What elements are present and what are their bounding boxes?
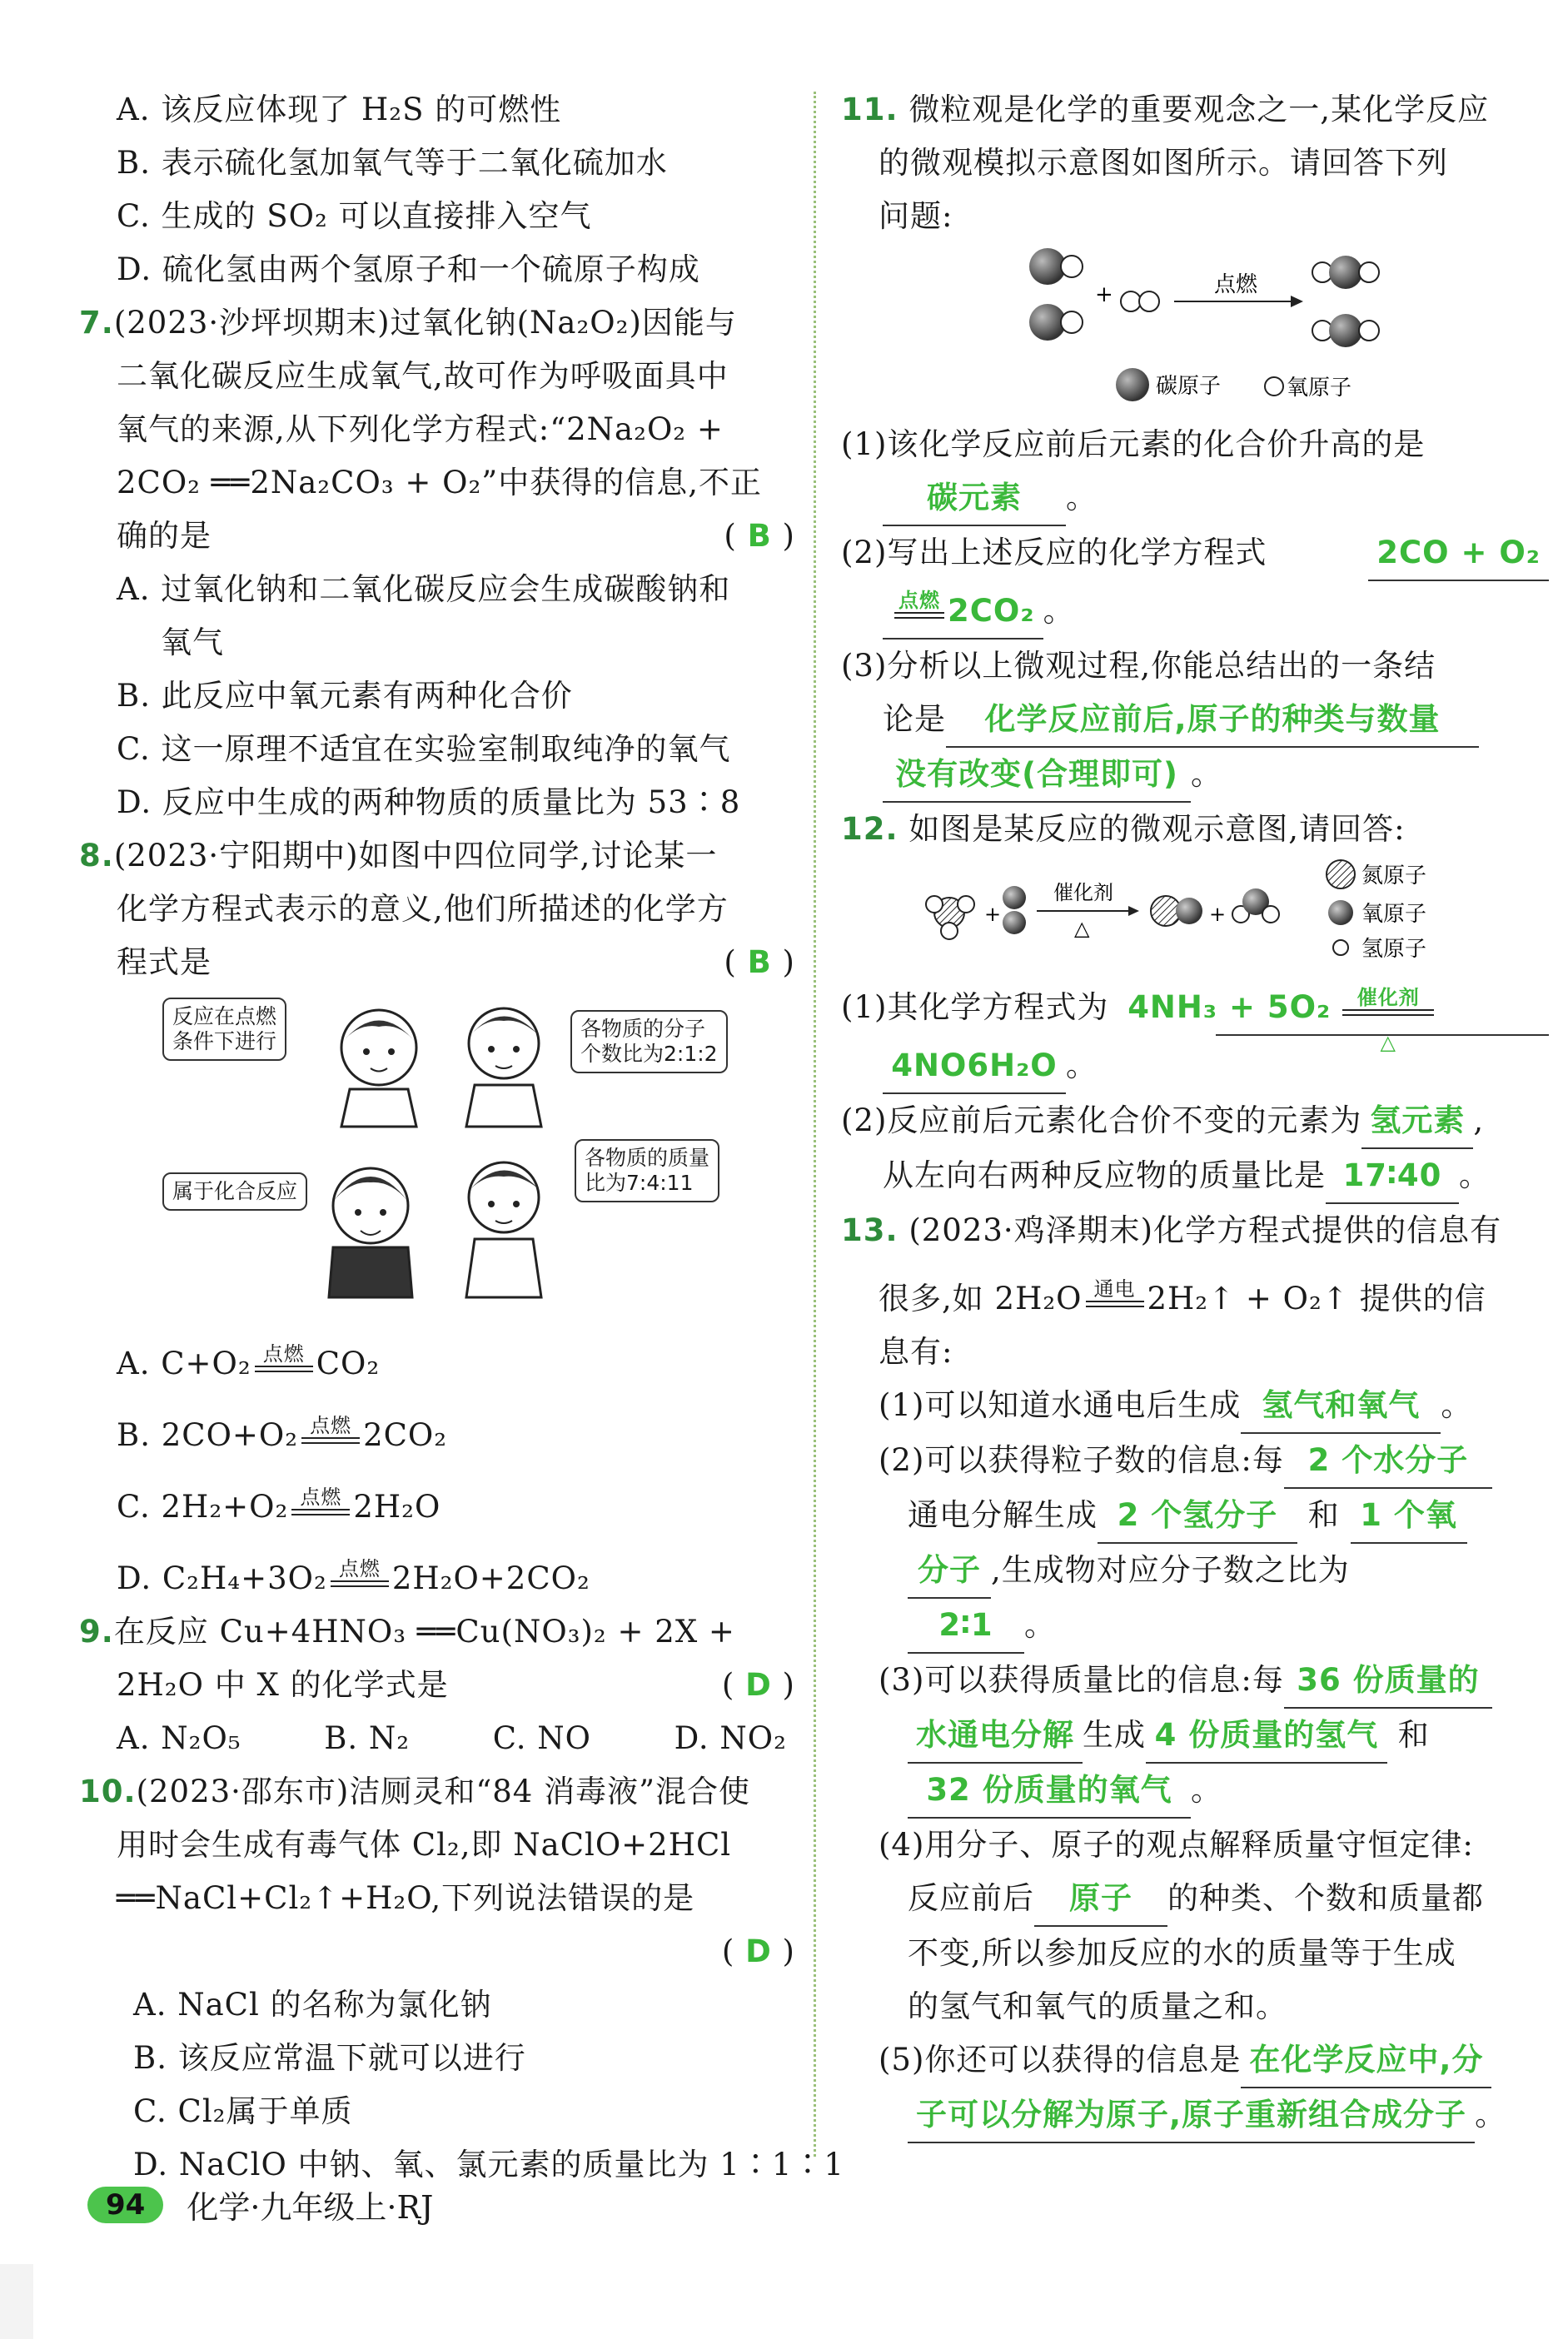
- q9-answer: D: [745, 1667, 772, 1703]
- q7-option-c: C. 这一原理不适宜在实验室制取纯净的氧气: [117, 731, 731, 767]
- q12-number: 12.: [841, 811, 898, 847]
- q6-option-b: B. 表示硫化氢加氧气等于二氧化硫加水: [117, 145, 668, 181]
- q12-p1: (1)其化学方程式为: [841, 989, 1109, 1025]
- page-number-badge: 94: [87, 2187, 163, 2223]
- q11-p1: (1)该化学反应前后元素的化合价升高的是: [841, 426, 1426, 462]
- q12-a1-heat: △: [1380, 1030, 1396, 1054]
- q13-answer-5a: 在化学反应中,分: [1241, 2033, 1491, 2088]
- q13-p3d-line: 32 份质量的氧气 。: [841, 1764, 1549, 1819]
- q6-option-a: A. 该反应体现了 H₂S 的可燃性: [117, 92, 562, 127]
- q8-line-1: [79, 829, 795, 883]
- q12-p2a-line: (2)反应前后元素化合价不变的元素为 氢元素 ,: [841, 1094, 1549, 1149]
- q13-p4d: 不变,所以参加反应的水的质量等于生成: [908, 1935, 1456, 1971]
- q10-answer: D: [745, 1933, 772, 1969]
- q13-p2: (2)可以获得粒子数的信息:每: [879, 1442, 1284, 1478]
- q6-option-c: C. 生成的 SO₂ 可以直接排入空气: [117, 198, 592, 234]
- svg-text:+: +: [984, 903, 1002, 926]
- q8-figure: [79, 989, 795, 1322]
- q12-p2b-line: 从左向右两种反应物的质量比是 17∶40 。: [841, 1149, 1549, 1204]
- q7-option-a: A. 过氧化钠和二氧化碳反应会生成碳酸钠和: [117, 571, 731, 607]
- q13-p1-line: (1)可以知道水通电后生成 氢气和氧气 。: [841, 1379, 1549, 1434]
- q13-answer-2b: 2 个氢分子: [1098, 1489, 1297, 1544]
- q7-line-2: 二氧化碳反应生成氧气,故可作为呼吸面具中: [117, 358, 729, 394]
- q12-diagram: [841, 856, 1549, 973]
- q13-p2-line: [841, 1434, 1549, 1489]
- bubble-molecule-ratio: 各物质的分子 个数比为2:1:2: [570, 1010, 728, 1073]
- q9-text-2: 2H₂O 中 X 的化学式是: [117, 1667, 449, 1703]
- q13-eq-left: 很多,如 2H₂O: [879, 1281, 1083, 1316]
- q13-answer-3c: 4 份质量的氢气: [1146, 1709, 1387, 1764]
- q13-p5b-line: 子可以分解为原子,原子重新组合成分子 。: [841, 2088, 1549, 2143]
- q13-p2e-line: 2∶1 。: [841, 1599, 1549, 1654]
- q7-option-a-cont: 氧气: [161, 625, 224, 660]
- book-title: 化学·九年级上·RJ: [187, 2189, 434, 2226]
- q11-p3b: 论是: [883, 701, 946, 737]
- q9-line-2: [79, 1659, 795, 1712]
- q8-c-left: C. 2H₂+O₂: [117, 1489, 289, 1525]
- q13-line-1: [841, 1204, 1549, 1257]
- student-boy-1: [466, 1008, 541, 1127]
- q13-p3b-line: [841, 1709, 1549, 1764]
- student-boy-3: [466, 1162, 541, 1297]
- q13-p2d: ,生成物对应分子数之比为: [991, 1552, 1350, 1588]
- q7-line-1: [79, 296, 795, 350]
- q10-option-c: C. Cl₂属于单质: [133, 2093, 353, 2129]
- q11-answer-2-right: [883, 585, 1043, 639]
- q12-answer-2a: 氢元素: [1361, 1094, 1473, 1149]
- q10-answer-line: [79, 1925, 795, 1978]
- q13-answer-3a: 36 份质量的: [1284, 1654, 1492, 1709]
- q13-answer-3d: 32 份质量的氧气: [908, 1764, 1191, 1819]
- q7-line-5: [79, 510, 795, 563]
- bubble-combination: 属于化合反应: [162, 1172, 307, 1211]
- q10-text-1: (2023·邵东市)洁厕灵和“84 消毒液”混合使: [136, 1774, 751, 1809]
- q13-p4b-line: [841, 1872, 1549, 1927]
- q10-line-2: 用时会生成有毒气体 Cl₂,即 NaClO+2HCl: [117, 1827, 732, 1863]
- q8-answer: B: [747, 944, 772, 980]
- q13-answer-5b: 子可以分解为原子,原子重新组合成分子: [908, 2088, 1475, 2143]
- q9-option-c: C. NO: [492, 1720, 591, 1756]
- q10-option-a: A. NaCl 的名称为氯化钠: [133, 1987, 492, 2023]
- q12-answer-1-left: 4NH₃ + 5O₂: [1127, 989, 1332, 1025]
- q13-p1: (1)可以知道水通电后生成: [879, 1387, 1242, 1423]
- q13-line-2: [841, 1272, 1549, 1326]
- q13-p3b: 生成: [1083, 1717, 1146, 1753]
- q8-text-1: (2023·宁阳期中)如图中四位同学,讨论某一: [113, 838, 718, 873]
- q13-p3c: 和: [1397, 1717, 1430, 1753]
- q13-p2d-line: [841, 1544, 1549, 1599]
- q8-c-cond: 点燃: [300, 1485, 342, 1509]
- q11-line-2: 的微观模拟示意图如图所示。请回答下列: [879, 145, 1448, 181]
- right-column: [841, 83, 1549, 2143]
- q13-answer-4: 原子: [1034, 1872, 1167, 1927]
- q11-a2-line: 点燃 2CO₂ 。: [841, 585, 1549, 639]
- q13-p3-line: [841, 1654, 1549, 1709]
- q11-a1-line: 碳元素 。: [841, 471, 1549, 526]
- q13-eq-right: 2H₂↑ + O₂↑ 提供的信: [1147, 1281, 1486, 1316]
- q12-catalyst: 催化剂: [1053, 881, 1113, 904]
- q12-a1-cond: 催化剂: [1356, 985, 1420, 1009]
- q11-p3b-line: [841, 693, 1549, 748]
- q12-answer-1-right: 4NO6H₂O: [883, 1039, 1066, 1094]
- q8-d-left: D. C₂H₄+3O₂: [117, 1560, 327, 1596]
- q12-legend-n: 氮原子: [1361, 863, 1427, 888]
- q8-option-c: [79, 1481, 795, 1534]
- q11-line-1: [841, 83, 1549, 137]
- q7-line-4: 2CO₂ ══2Na₂CO₃ + O₂”中获得的信息,不正: [117, 465, 762, 500]
- bubble-ignition: 反应在点燃 条件下进行: [162, 998, 286, 1061]
- q8-answer-paren: ( B ): [724, 944, 795, 980]
- q11-answer-3b: 没有改变(合理即可): [883, 748, 1191, 803]
- q9-options: [79, 1712, 795, 1765]
- bubble-mass-ratio: 各物质的质量 比为7:4:11: [575, 1139, 719, 1202]
- q13-answer-3b: 水通电分解: [908, 1709, 1083, 1764]
- q8-a-cond: 点燃: [262, 1341, 305, 1366]
- q8-c-eq: [291, 1485, 350, 1515]
- q13-answer-2c: 1 个氧: [1351, 1489, 1467, 1544]
- q7-text-1: (2023·沙坪坝期末)过氧化钠(Na₂O₂)因能与: [113, 305, 737, 341]
- q11-line-3: 问题:: [879, 198, 953, 234]
- q13-p2b-line: [841, 1489, 1549, 1544]
- q9-option-d: D. NO₂: [674, 1720, 787, 1756]
- q12-text: 如图是某反应的微观示意图,请回答:: [908, 811, 1406, 847]
- q8-a-right: CO₂: [316, 1346, 381, 1381]
- q12-heat: △: [1074, 917, 1090, 940]
- q11-text-1: 微粒观是化学的重要观念之一,某化学反应: [908, 92, 1490, 127]
- q13-p2c: 和: [1307, 1497, 1340, 1533]
- q7-option-d: D. 反应中生成的两种物质的质量比为 53∶8: [117, 784, 741, 820]
- q6-option-d: D. 硫化氢由两个氢原子和一个硫原子构成: [117, 251, 700, 287]
- student-boy-2: [329, 1168, 412, 1297]
- q7-line-3: 氧气的来源,从下列化学方程式:“2Na₂O₂ +: [117, 411, 724, 447]
- q13-p4b: 反应前后: [908, 1880, 1034, 1916]
- students-illustration: [321, 989, 570, 1322]
- q8-d-right: 2H₂O+2CO₂: [391, 1560, 590, 1596]
- q13-p5: (5)你还可以获得的信息是: [879, 2042, 1242, 2078]
- left-column: [79, 83, 844, 2192]
- q10-option-b: B. 该反应常温下就可以进行: [133, 2040, 526, 2076]
- q11-number: 11.: [841, 92, 898, 127]
- q11-answer-2-left: 2CO + O₂: [1368, 526, 1549, 581]
- q10-number: 10.: [79, 1774, 137, 1809]
- q12-legend-o: 氧原子: [1361, 902, 1427, 927]
- q8-option-d: [79, 1552, 795, 1605]
- q13-answer-2a: 2 个水分子: [1284, 1434, 1492, 1489]
- svg-text:+: +: [1209, 903, 1227, 926]
- student-girl: [341, 1010, 416, 1127]
- page-footer: [87, 2182, 433, 2227]
- q9-option-a: A. N₂O₅: [117, 1720, 241, 1756]
- q9-number: 9.: [79, 1614, 114, 1650]
- q13-p5-line: [841, 2033, 1549, 2088]
- q13-text-1: (2023·鸡泽期末)化学方程式提供的信息有: [908, 1212, 1502, 1248]
- q10-option-d: D. NaClO 中钠、氧、氯元素的质量比为 1∶1∶1: [133, 2147, 844, 2182]
- q13-p4: (4)用分子、原子的观点解释质量守恒定律:: [879, 1827, 1474, 1863]
- q12-line-1: [841, 803, 1549, 856]
- q13-eq-cond: 通电: [1093, 1276, 1136, 1301]
- q11-p3: (3)分析以上微观过程,你能总结出的一条结: [841, 648, 1436, 684]
- q12-p2b: 从左向右两种反应物的质量比是: [883, 1157, 1326, 1193]
- q12-legend-h: 氢原子: [1361, 937, 1427, 962]
- q13-answer-2d: 分子: [908, 1544, 991, 1599]
- q9-option-b: B. N₂: [324, 1720, 411, 1756]
- q13-answer-1: 氢气和氧气: [1241, 1379, 1441, 1434]
- q11-arrow-label: 点燃: [1214, 272, 1258, 297]
- q12-a1b-line: 4NO6H₂O 。: [841, 1039, 1549, 1094]
- q12-molecule-svg: [908, 856, 1541, 973]
- q7-answer: B: [747, 518, 772, 554]
- q12-a1-eq: [1342, 985, 1434, 1054]
- q11-a3b-line: 没有改变(合理即可) 。: [841, 748, 1549, 803]
- q13-number: 13.: [841, 1212, 898, 1248]
- q13-p2b: 通电分解生成: [908, 1497, 1098, 1533]
- q11-answer-1: 碳元素: [883, 471, 1066, 526]
- q11-legend-carbon: 碳原子: [1156, 374, 1222, 399]
- q10-line-1: [79, 1765, 795, 1819]
- q10-line-3: ══NaCl+Cl₂↑+H₂O,下列说法错误的是: [117, 1880, 695, 1916]
- q8-a-eq: [255, 1341, 313, 1372]
- q8-c-right: 2H₂O: [353, 1489, 441, 1525]
- q8-number: 8.: [79, 838, 114, 873]
- q8-line-2: 化学方程式表示的意义,他们所描述的化学方: [117, 891, 729, 927]
- q8-d-eq: [331, 1556, 389, 1587]
- q11-p2-line: [841, 526, 1549, 580]
- q8-option-b: [79, 1409, 795, 1462]
- q7-answer-paren: ( B ): [724, 518, 795, 554]
- q13-answer-2e: 2∶1: [908, 1599, 1024, 1654]
- q13-eq: [1086, 1276, 1144, 1307]
- column-divider: [814, 92, 816, 2157]
- q7-number: 7.: [79, 305, 114, 341]
- q11-molecule-svg: [1016, 243, 1449, 418]
- q13-line-3: 息有:: [879, 1334, 953, 1370]
- q11-answer-3a: 化学反应前后,原子的种类与数量: [946, 693, 1479, 748]
- q7-option-b: B. 此反应中氧元素有两种化合价: [117, 678, 573, 714]
- page-corner: [0, 2264, 33, 2339]
- q8-d-cond: 点燃: [338, 1556, 381, 1580]
- q11-a2-cond: 点燃: [898, 588, 940, 612]
- q9-line-1: [79, 1605, 795, 1659]
- q12-answer-2b: 17∶40: [1326, 1149, 1459, 1204]
- q7-text-5: 确的是: [117, 518, 212, 554]
- svg-text:+: +: [1095, 282, 1113, 307]
- q13-p3: (3)可以获得质量比的信息:每: [879, 1662, 1284, 1698]
- q8-text-3: 程式是: [117, 944, 212, 980]
- q8-b-left: B. 2CO+O₂: [117, 1417, 299, 1453]
- q10-answer-paren: ( D ): [721, 1933, 795, 1969]
- q12-p1-line: [841, 981, 1549, 1054]
- q8-option-a: [79, 1337, 795, 1391]
- q9-answer-paren: ( D ): [721, 1667, 795, 1703]
- q9-text-1: 在反应 Cu+4HNO₃ ══Cu(NO₃)₂ + 2X +: [113, 1614, 735, 1650]
- q8-b-right: 2CO₂: [363, 1417, 448, 1453]
- q8-b-eq: [301, 1413, 360, 1444]
- q12-p2a: (2)反应前后元素化合价不变的元素为: [841, 1102, 1362, 1138]
- q11-p2: (2)写出上述反应的化学方程式: [841, 535, 1267, 570]
- q11-diagram: [841, 243, 1549, 418]
- q8-b-cond: 点燃: [310, 1413, 352, 1437]
- q11-legend-oxygen: 氧原子: [1287, 376, 1352, 401]
- q11-a2-post: 2CO₂: [948, 593, 1035, 629]
- q13-p4e: 的氢气和氧气的质量之和。: [908, 1988, 1287, 2024]
- q8-line-3: [79, 936, 795, 989]
- q13-p4c: 的种类、个数和质量都: [1167, 1880, 1484, 1916]
- q8-a-left: A. C+O₂: [117, 1346, 251, 1381]
